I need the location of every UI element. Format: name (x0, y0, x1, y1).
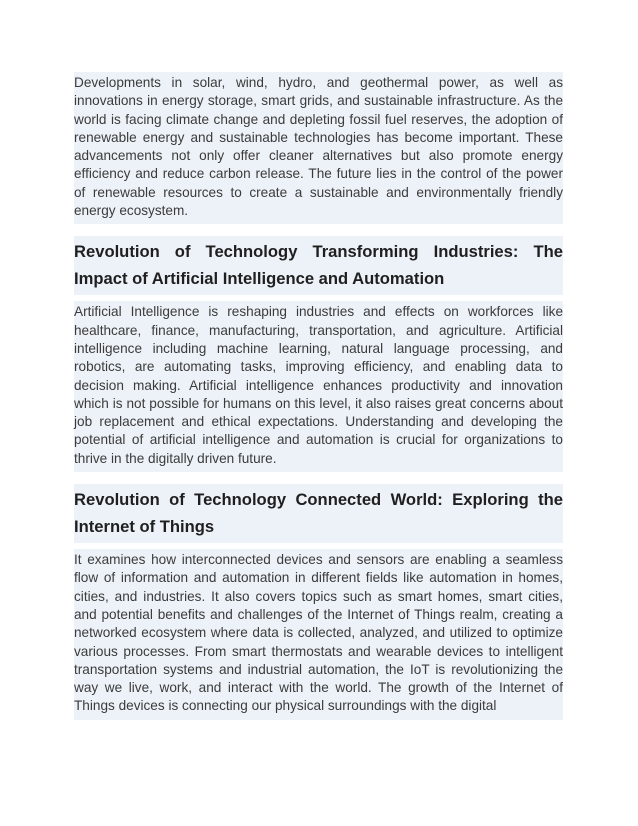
heading-iot: Revolution of Technology Connected World: Exploring the Internet of Things (74, 490, 563, 537)
paragraph-renewable-energy: Developments in solar, wind, hydro, and geothermal power, as well as innovations in energy storage, smart grids, and sustainable infrastructure. As the world is facing climate change and depleting fossil fuel reserves, the adoption of renewable energy and sustainable technologies has become important. These advancements not only offer cleaner alternatives but also promote energy efficiency and reduce carbon release. The future lies in the control of the power of renewable resources to create a sustainable and environmentally friendly energy ecosystem. (74, 75, 563, 219)
section-ai-automation-body (74, 301, 563, 472)
section-renewable-energy (74, 72, 563, 224)
section-iot-body (74, 549, 563, 720)
paragraph-ai-automation: Artificial Intelligence is reshaping industries and effects on workforces like healthcare, finance, manufacturing, transportation, and agriculture. Artificial intelligence including machine learning, natural language processing, and robotics, are automating tasks, improving efficiency, and enabling data to decision making. Artificial intelligence enhances productivity and innovation which is not possible for humans on this level, it also raises great concerns about job replacement and ethical expectations. Understanding and developing the potential of artificial intelligence and automation is crucial for organizations to thrive in the digitally driven future. (74, 304, 563, 466)
heading-ai-automation: Revolution of Technology Transforming Industries: The Impact of Artificial Intelligence and Automation (74, 242, 563, 289)
spacer (74, 472, 563, 484)
spacer (74, 224, 563, 236)
paragraph-iot: It examines how interconnected devices and sensors are enabling a seamless flow of information and automation in different fields like automation in homes, cities, and industries. It also covers topics such as smart homes, smart cities, and potential benefits and challenges of the Internet of Things realm, creating a networked ecosystem where data is collected, analyzed, and utilized to optimize various processes. From smart thermostats and wearable devices to intelligent transportation systems and industrial automation, the IoT is revolutionizing the way we live, work, and interact with the world. The growth of the Internet of Things devices is connecting our physical surroundings with the digital (74, 552, 563, 714)
document-page (74, 72, 563, 720)
section-iot (74, 484, 563, 543)
section-ai-automation (74, 236, 563, 295)
